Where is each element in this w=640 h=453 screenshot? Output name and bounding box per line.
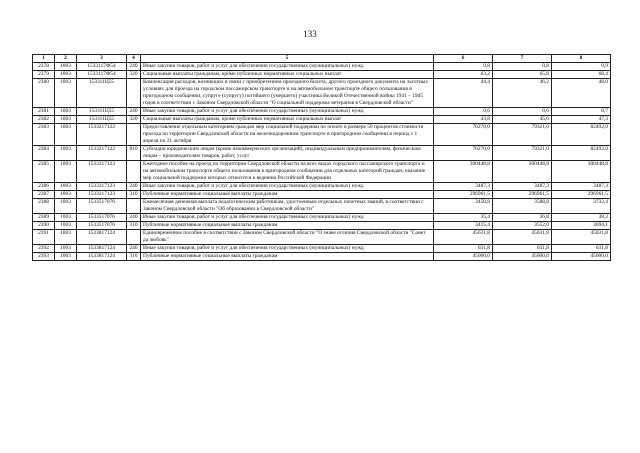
expense-type-cell: 240	[127, 245, 141, 253]
amount-year3-cell: 631,8	[552, 245, 611, 253]
expense-type-cell	[127, 161, 141, 183]
amount-year3-cell: 47,3	[552, 116, 611, 124]
row-number-cell: 2391	[33, 230, 55, 245]
amount-year2-cell: 3588,8	[493, 199, 552, 214]
table-row	[33, 230, 611, 245]
description-cell: Публичные нормативные социальные выплаты гражданам	[141, 222, 434, 230]
expense-type-cell: 810	[127, 146, 141, 161]
description-cell: Иные закупки товаров, работ и услуг для обеспечения государственных (муниципальных) нужд	[141, 214, 434, 222]
expense-type-cell: 310	[127, 253, 141, 261]
description-cell: Иные закупки товаров, работ и услуг для обеспечения государственных (муниципальных) нужд	[141, 245, 434, 253]
description-cell: Единовременное пособие в соответствии с Законом Свердловской области "О знаке отличия Свердловской области "Совет да любовь"	[141, 230, 434, 245]
section-code-cell: 1003	[55, 199, 77, 214]
section-code-cell: 1003	[55, 183, 77, 191]
amount-year2-cell: 631,8	[493, 245, 552, 253]
amount-year2-cell: 46,2	[493, 79, 552, 108]
table-row	[33, 71, 611, 79]
table-row	[33, 108, 611, 116]
target-article-cell: 1533817124	[77, 245, 127, 253]
amount-year2-cell: 3487,3	[493, 183, 552, 191]
expense-type-cell: 240	[127, 183, 141, 191]
description-cell: Иные закупки товаров, работ и услуг для обеспечения государственных (муниципальных) нужд	[141, 183, 434, 191]
amount-year1-cell: 3487,3	[434, 183, 493, 191]
amount-year3-cell: 296961,5	[552, 191, 611, 199]
table-row	[33, 214, 611, 222]
target-article-cell: 1533317123	[77, 183, 127, 191]
table-row	[33, 183, 611, 191]
section-code-cell: 1003	[55, 191, 77, 199]
row-number-cell: 2393	[33, 253, 55, 261]
amount-year1-cell: 631,8	[434, 245, 493, 253]
amount-year2-cell: 45631,8	[493, 230, 552, 245]
expense-type-cell: 310	[127, 222, 141, 230]
table-row	[33, 79, 611, 108]
expense-type-cell: 240	[127, 214, 141, 222]
section-code-cell: 1003	[55, 214, 77, 222]
amount-year1-cell: 300448,8	[434, 161, 493, 183]
target-article-cell: 1533117Ф54	[77, 63, 127, 71]
amount-year2-cell: 0,6	[493, 108, 552, 116]
table-row	[33, 63, 611, 71]
amount-year2-cell: 300448,8	[493, 161, 552, 183]
target-article-cell: 1533517076	[77, 214, 127, 222]
amount-year2-cell: 296961,5	[493, 191, 552, 199]
column-number-header: 4	[127, 55, 141, 63]
section-code-cell: 1003	[55, 146, 77, 161]
amount-year3-cell: 48,0	[552, 79, 611, 108]
target-article-cell: 1533817124	[77, 253, 127, 261]
table-row	[33, 146, 611, 161]
section-code-cell: 1003	[55, 253, 77, 261]
column-number-header: 5	[141, 55, 434, 63]
section-code-cell: 1003	[55, 222, 77, 230]
column-number-header: 7	[493, 55, 552, 63]
table-row	[33, 124, 611, 146]
amount-year1-cell: 76270,0	[434, 124, 493, 146]
amount-year3-cell: 68,4	[552, 71, 611, 79]
amount-year1-cell: 43,8	[434, 116, 493, 124]
section-code-cell: 1003	[55, 245, 77, 253]
amount-year3-cell: 0,7	[552, 108, 611, 116]
expense-type-cell: 320	[127, 71, 141, 79]
column-number-header: 6	[434, 55, 493, 63]
target-article-cell: 1533317123	[77, 191, 127, 199]
description-cell: Субсидии юридическим лицам (кроме некоммерческих организаций), индивидуальным предпринимателям, физическим лицам – производителям товаров, работ, услуг	[141, 146, 434, 161]
table-row	[33, 245, 611, 253]
row-number-cell: 2378	[33, 63, 55, 71]
table-row	[33, 161, 611, 183]
row-number-cell: 2388	[33, 199, 55, 214]
target-article-cell: 1533217122	[77, 124, 127, 146]
row-number-cell: 2383	[33, 124, 55, 146]
row-number-cell: 2380	[33, 79, 55, 108]
row-number-cell: 2390	[33, 222, 55, 230]
amount-year3-cell: 82492,0	[552, 124, 611, 146]
expense-type-cell: 310	[127, 191, 141, 199]
description-cell: Публичные нормативные социальные выплаты гражданам	[141, 253, 434, 261]
amount-year3-cell: 0,9	[552, 63, 611, 71]
row-number-cell: 2387	[33, 191, 55, 199]
amount-year1-cell: 3450,8	[434, 199, 493, 214]
description-cell: Социальные выплаты гражданам, кроме публичных нормативных социальных выплат	[141, 71, 434, 79]
amount-year3-cell: 3732,4	[552, 199, 611, 214]
target-article-cell: 1533217122	[77, 146, 127, 161]
description-cell: Компенсация расходов, возникших в связи с приобретением проездного билета, другого проездного документа на льготных условиях для проезда на городском пассажирском транспорте и на автомобильном транспорте общего пользования в пригородном сообщении, супруге (супругу) погибшего (умершего) участника Великой Отечественной войны 1941 – 1945 годов в соответствии с Законом Свердловской области "О социальной поддержке ветеранов в Свердловской области"	[141, 79, 434, 108]
amount-year2-cell: 65,8	[493, 71, 552, 79]
amount-year1-cell: 35,4	[434, 214, 493, 222]
expense-type-cell: 320	[127, 116, 141, 124]
description-cell: Иные закупки товаров, работ и услуг для обеспечения государственных (муниципальных) нужд	[141, 63, 434, 71]
amount-year3-cell: 3694,1	[552, 222, 611, 230]
amount-year1-cell: 45631,8	[434, 230, 493, 245]
expense-type-cell	[127, 124, 141, 146]
row-number-cell: 2386	[33, 183, 55, 191]
description-cell: Ежегодное пособие на проезд по территории Свердловской области на всех видах городского пассажирского транспорта и на автомобильном транспорте общего пользования в пригородном сообщении для отдельных категорий граждан, оказание мер социальной поддержки которых относится к ведению Российской Федерации	[141, 161, 434, 183]
description-cell: Предоставление отдельным категориям граждан мер социальной поддержки по оплате в размере 50 процентов стоимости проезда по территории Свердловской области на железнодорожном транспорте в пригородном сообщении в период с 1 апреля по 31 октября	[141, 124, 434, 146]
section-code-cell: 1003	[55, 161, 77, 183]
row-number-cell: 2385	[33, 161, 55, 183]
page-number: 133	[303, 29, 317, 39]
amount-year2-cell: 3552,0	[493, 222, 552, 230]
section-code-cell: 1003	[55, 108, 77, 116]
amount-year1-cell: 63,2	[434, 71, 493, 79]
description-cell: Публичные нормативные социальные выплаты гражданам	[141, 191, 434, 199]
section-code-cell: 1003	[55, 116, 77, 124]
budget-table	[32, 54, 611, 261]
amount-year2-cell: 45,6	[493, 116, 552, 124]
column-number-header: 3	[77, 55, 127, 63]
amount-year1-cell: 45000,0	[434, 253, 493, 261]
target-article-cell: 1533817124	[77, 230, 127, 245]
table-row	[33, 116, 611, 124]
amount-year3-cell: 38,3	[552, 214, 611, 222]
table-row	[33, 253, 611, 261]
column-number-header: 1	[33, 55, 55, 63]
section-code-cell: 1003	[55, 124, 77, 146]
amount-year1-cell: 3415,4	[434, 222, 493, 230]
amount-year1-cell: 296961,5	[434, 191, 493, 199]
amount-year3-cell: 82492,0	[552, 146, 611, 161]
target-article-cell: 1533117Ф54	[77, 71, 127, 79]
amount-year3-cell: 45631,8	[552, 230, 611, 245]
row-number-cell: 2392	[33, 245, 55, 253]
description-cell: Ежемесячная денежная выплата педагогическим работникам, удостоенным отдельных почетных званий, в соответствии с Законом Свердловской области "Об образовании в Свердловской области"	[141, 199, 434, 214]
target-article-cell: 153311Ц55	[77, 108, 127, 116]
target-article-cell: 1533517076	[77, 199, 127, 214]
target-article-cell: 1533517076	[77, 222, 127, 230]
expense-type-cell: 240	[127, 63, 141, 71]
expense-type-cell	[127, 199, 141, 214]
amount-year2-cell: 36,8	[493, 214, 552, 222]
amount-year3-cell: 45000,0	[552, 253, 611, 261]
row-number-cell: 2379	[33, 71, 55, 79]
table-row	[33, 222, 611, 230]
amount-year2-cell: 0,8	[493, 63, 552, 71]
section-code-cell: 1003	[55, 71, 77, 79]
amount-year1-cell: 0,8	[434, 63, 493, 71]
row-number-cell: 2382	[33, 116, 55, 124]
section-code-cell: 1003	[55, 230, 77, 245]
amount-year2-cell: 79321,0	[493, 146, 552, 161]
table-row	[33, 199, 611, 214]
section-code-cell: 1003	[55, 63, 77, 71]
column-number-row	[33, 55, 611, 63]
table-row	[33, 191, 611, 199]
amount-year3-cell: 300448,8	[552, 161, 611, 183]
row-number-cell: 2389	[33, 214, 55, 222]
target-article-cell: 1533317123	[77, 161, 127, 183]
row-number-cell: 2384	[33, 146, 55, 161]
description-cell: Социальные выплаты гражданам, кроме публичных нормативных социальных выплат	[141, 116, 434, 124]
target-article-cell: 153311Ц55	[77, 116, 127, 124]
amount-year1-cell: 0,6	[434, 108, 493, 116]
column-number-header: 2	[55, 55, 77, 63]
amount-year1-cell: 76270,0	[434, 146, 493, 161]
row-number-cell: 2381	[33, 108, 55, 116]
section-code-cell: 1003	[55, 79, 77, 108]
amount-year3-cell: 3487,3	[552, 183, 611, 191]
amount-year2-cell: 45000,0	[493, 253, 552, 261]
expense-type-cell	[127, 79, 141, 108]
amount-year1-cell: 44,4	[434, 79, 493, 108]
target-article-cell: 153311Ц55	[77, 79, 127, 108]
amount-year2-cell: 79321,0	[493, 124, 552, 146]
expense-type-cell	[127, 230, 141, 245]
column-number-header: 8	[552, 55, 611, 63]
description-cell: Иные закупки товаров, работ и услуг для обеспечения государственных (муниципальных) нужд	[141, 108, 434, 116]
expense-type-cell: 240	[127, 108, 141, 116]
